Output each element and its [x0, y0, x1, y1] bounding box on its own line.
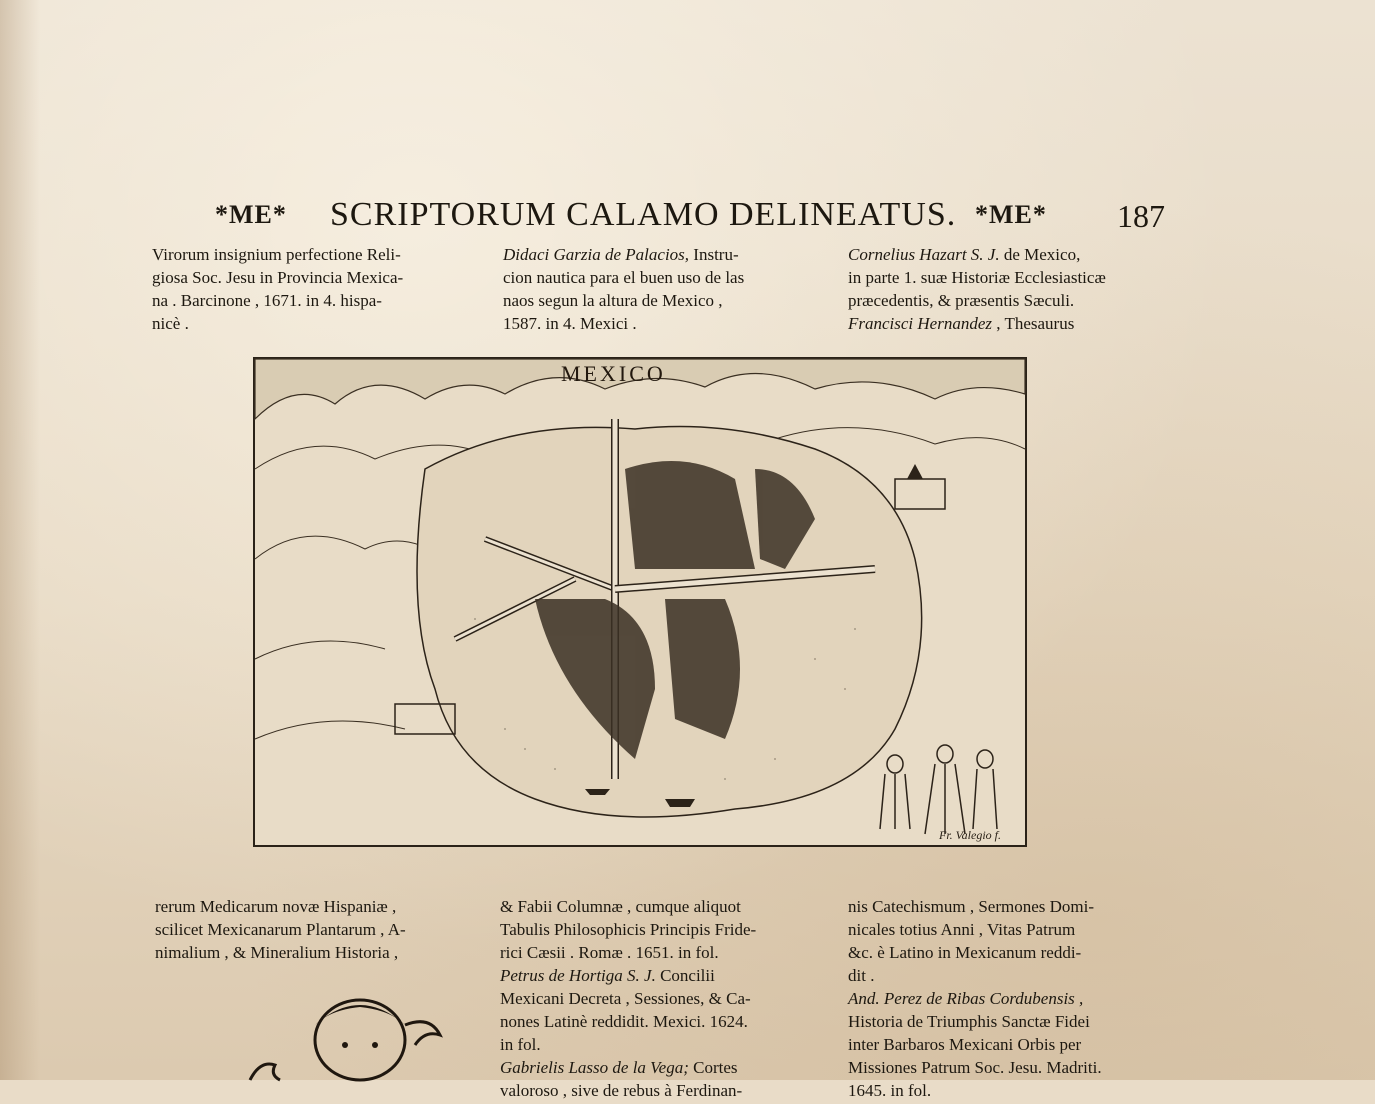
page-number: 187	[1117, 198, 1165, 234]
author-name: And. Perez de Ribas Cordubensis ,	[848, 989, 1084, 1008]
text-line: Historia de Triumphis Sanctæ Fidei	[848, 1012, 1090, 1031]
text-line: Gabrielis Lasso de la Vega; Cortes	[500, 1058, 738, 1077]
text-line: giosa Soc. Jesu in Provincia Mexica-	[152, 268, 404, 287]
page-header	[215, 196, 1165, 246]
top-middle-column	[503, 245, 813, 337]
text-line: Virorum insignium perfectione Reli-	[152, 245, 401, 264]
text-line: &c. è Latino in Mexicanum reddi-	[848, 943, 1082, 962]
text-line	[848, 989, 1160, 1009]
engraver-signature: Fr. Valegio f.	[939, 828, 1001, 842]
top-right-column	[848, 245, 1158, 337]
text-line: na . Barcinone , 1671. in 4. hispa-	[152, 291, 382, 310]
text-line: nis Catechismum , Sermones Domi-	[848, 897, 1095, 916]
text-line: Cornelius Hazart S. J. de Mexico,	[848, 245, 1081, 264]
bottom-right-column	[848, 897, 1160, 1104]
text-line: nones Latinè reddidit. Mexici. 1624.	[500, 1012, 748, 1031]
map-illustration	[255, 359, 1025, 845]
mexico-map-engraving	[253, 357, 1027, 847]
author-name: Gabrielis Lasso de la Vega;	[500, 1058, 689, 1077]
text-line: dit .	[848, 966, 875, 985]
top-left-column	[152, 245, 460, 337]
author-name: Francisci Hernandez	[848, 314, 993, 333]
text-line: Tabulis Philosophicis Principis Fride-	[500, 920, 757, 939]
text-line: præcedentis, & præsentis Sæculi.	[848, 291, 1075, 310]
text-line: & Fabii Columnæ , cumque aliquot	[500, 897, 741, 916]
torn-paper-edge	[0, 0, 40, 1080]
map-title: MEXICO	[561, 361, 666, 386]
header-right-tag: *ME*	[975, 200, 1047, 229]
header-title: SCRIPTORUM CALAMO DELINEATUS.	[330, 196, 957, 233]
header-left-tag: *ME*	[215, 200, 287, 229]
text-line: Mexicani Decreta , Sessiones, & Ca-	[500, 989, 751, 1008]
text-line: 1587. in 4. Mexici .	[503, 314, 637, 333]
text-line: scilicet Mexicanarum Plantarum , A-	[155, 920, 406, 939]
text-line: Missiones Patrum Soc. Jesu. Madriti.	[848, 1058, 1102, 1077]
text-line: nicè .	[152, 314, 189, 333]
text-line: in parte 1. suæ Historiæ Ecclesiasticæ	[848, 268, 1106, 287]
text-line: 1645. in fol.	[848, 1081, 932, 1100]
text-line: rici Cæsii . Romæ . 1651. in fol.	[500, 943, 719, 962]
text-line: valoroso , sive de rebus à Ferdinan-	[500, 1081, 743, 1100]
text-line: in fol.	[500, 1035, 541, 1054]
author-name: Petrus de Hortiga S. J.	[500, 966, 656, 985]
text-line: rerum Medicarum novæ Hispaniæ ,	[155, 897, 397, 916]
text-line: Petrus de Hortiga S. J. Concilii	[500, 966, 715, 985]
bottom-middle-column	[500, 897, 812, 1104]
bottom-left-column	[155, 897, 465, 966]
text-line: naos segun la altura de Mexico ,	[503, 291, 723, 310]
text-line: inter Barbaros Mexicani Orbis per	[848, 1035, 1082, 1054]
text-line: Didaci Garzia de Palacios, Instru-	[503, 245, 739, 264]
author-name: Cornelius Hazart S. J.	[848, 245, 1000, 264]
author-name: Didaci Garzia de Palacios,	[503, 245, 690, 264]
text-line: nimalium , & Mineralium Historia ,	[155, 943, 399, 962]
text-line: nicales totius Anni , Vitas Patrum	[848, 920, 1076, 939]
text-line: cion nautica para el buen uso de las	[503, 268, 745, 287]
head-ornament-icon	[240, 985, 470, 1080]
text-line: Francisci Hernandez , Thesaurus	[848, 314, 1075, 333]
